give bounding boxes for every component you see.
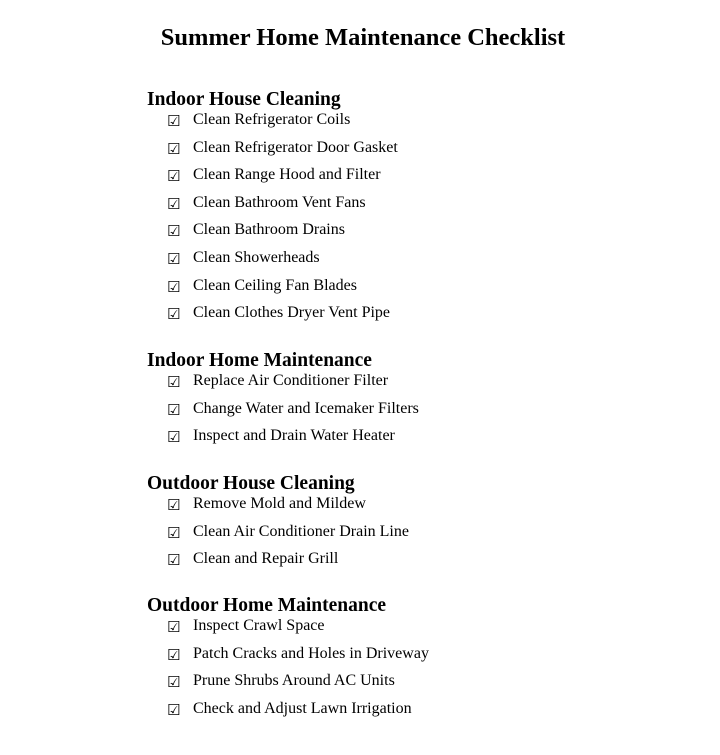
checked-box-icon: ☑ — [167, 139, 181, 158]
checklist-item — [147, 372, 707, 400]
checked-box-icon: ☑ — [167, 618, 181, 636]
checklist-item-label: Check and Adjust Lawn Irrigation — [193, 699, 412, 717]
checklist-item-label: Remove Mold and Mildew — [193, 495, 366, 512]
section-outdoor-home-maintenance — [147, 595, 707, 727]
checklist-item — [147, 277, 707, 305]
checked-box-icon: ☑ — [167, 523, 181, 542]
checklist — [147, 372, 707, 455]
checklist-item — [147, 427, 707, 455]
checked-box-icon: ☑ — [167, 249, 181, 268]
checklist-item — [147, 111, 707, 139]
checklist-item — [147, 700, 707, 728]
section-indoor-house-cleaning — [147, 89, 707, 332]
checklist-item-label: Clean Air Conditioner Drain Line — [193, 522, 409, 540]
checklist — [147, 111, 707, 332]
checklist-item — [147, 645, 707, 673]
section-heading: Outdoor House Cleaning — [147, 473, 355, 494]
section-outdoor-house-cleaning — [147, 473, 707, 578]
checklist-item-label: Change Water and Icemaker Filters — [193, 399, 419, 417]
checked-box-icon: ☑ — [167, 373, 181, 391]
checked-box-icon: ☑ — [167, 112, 181, 130]
checklist-item-label: Clean and Repair Grill — [193, 550, 339, 568]
checklist-item-label: Clean Showerheads — [193, 248, 320, 266]
checklist — [147, 617, 707, 727]
checked-box-icon: ☑ — [167, 496, 181, 514]
checked-box-icon: ☑ — [167, 305, 181, 324]
checklist — [147, 495, 707, 578]
page-title: Summer Home Maintenance Checklist — [160, 24, 566, 51]
checklist-item — [147, 139, 707, 167]
checklist-item — [147, 550, 707, 578]
checklist-item-label: Clean Ceiling Fan Blades — [193, 276, 357, 294]
checked-box-icon: ☑ — [167, 551, 181, 570]
checked-box-icon: ☑ — [167, 277, 181, 296]
checked-box-icon: ☑ — [167, 167, 181, 186]
checklist-item-label: Prune Shrubs Around AC Units — [193, 672, 395, 690]
checklist-item — [147, 523, 707, 551]
checklist-item-label: Clean Refrigerator Coils — [193, 111, 351, 128]
checklist-item — [147, 194, 707, 222]
checklist-item — [147, 672, 707, 700]
checklist-item-label: Clean Bathroom Drains — [193, 221, 345, 239]
checklist-item-label: Clean Refrigerator Door Gasket — [193, 138, 398, 156]
checked-box-icon: ☑ — [167, 194, 181, 213]
checked-box-icon: ☑ — [167, 428, 181, 447]
checklist-item-label: Clean Clothes Dryer Vent Pipe — [193, 304, 391, 322]
checklist-item-label: Clean Range Hood and Filter — [193, 166, 381, 184]
checklist-item — [147, 249, 707, 277]
checklist-item — [147, 400, 707, 428]
checklist-item-label: Inspect and Drain Water Heater — [193, 427, 395, 445]
checked-box-icon: ☑ — [167, 673, 181, 692]
section-heading: Indoor Home Maintenance — [147, 350, 372, 371]
checklist-item — [147, 617, 707, 645]
checklist-item — [147, 221, 707, 249]
checklist-item-label: Clean Bathroom Vent Fans — [193, 193, 366, 211]
checklist-item-label: Replace Air Conditioner Filter — [193, 372, 389, 389]
checklist-item-label: Inspect Crawl Space — [193, 617, 325, 634]
section-heading: Indoor House Cleaning — [147, 89, 341, 110]
checked-box-icon: ☑ — [167, 400, 181, 419]
checked-box-icon: ☑ — [167, 222, 181, 241]
checked-box-icon: ☑ — [167, 645, 181, 664]
checklist-item — [147, 495, 707, 523]
section-heading: Outdoor Home Maintenance — [147, 595, 387, 616]
checked-box-icon: ☑ — [167, 700, 181, 719]
section-indoor-home-maintenance — [147, 350, 707, 455]
checklist-item-label: Patch Cracks and Holes in Driveway — [193, 644, 429, 662]
checklist-item — [147, 304, 707, 332]
checklist-item — [147, 166, 707, 194]
